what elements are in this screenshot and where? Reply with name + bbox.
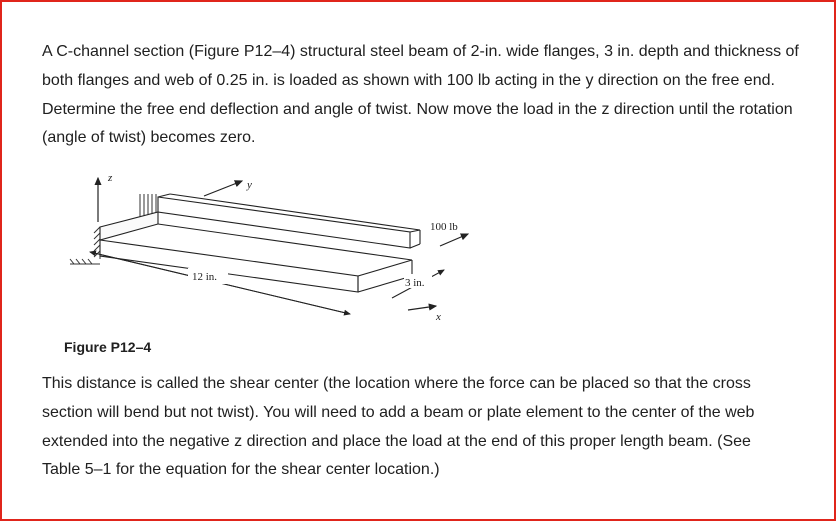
y-axis-label: y: [247, 179, 252, 191]
x-axis-label: x: [436, 311, 441, 323]
y-axis-arrow: [204, 181, 242, 196]
beam-figure: [60, 164, 480, 334]
problem-statement: A C-channel section (Figure P12–4) structural steel beam of 2-in. wide flanges, 3 in. depth and thickness of both flanges and web of 0.25 in. is loaded as shown with 100 lb acting in the y direction on the free end. Determine the free end deflection and angle of twist. Now move the load in the z direction until the rotation (angle of twist) becomes zero.: [42, 43, 799, 147]
depth-label: 3 in.: [405, 277, 425, 289]
z-axis-label: z: [108, 172, 113, 184]
x-axis-arrow: [408, 306, 436, 310]
load-arrow: [440, 234, 468, 246]
load-label: 100 lb: [430, 221, 458, 233]
figure-caption: Figure P12–4: [64, 339, 152, 355]
length-label: 12 in.: [192, 271, 218, 283]
followup-statement: This distance is called the shear center (the location where the force can be placed so that the cross section will bend but not twist). You will need to add a beam or plate element to the center of the web extended into the negative z direction and place the load at the end of this proper length beam. (See Table 5–1 for the equation for the shear center location.): [42, 375, 755, 479]
